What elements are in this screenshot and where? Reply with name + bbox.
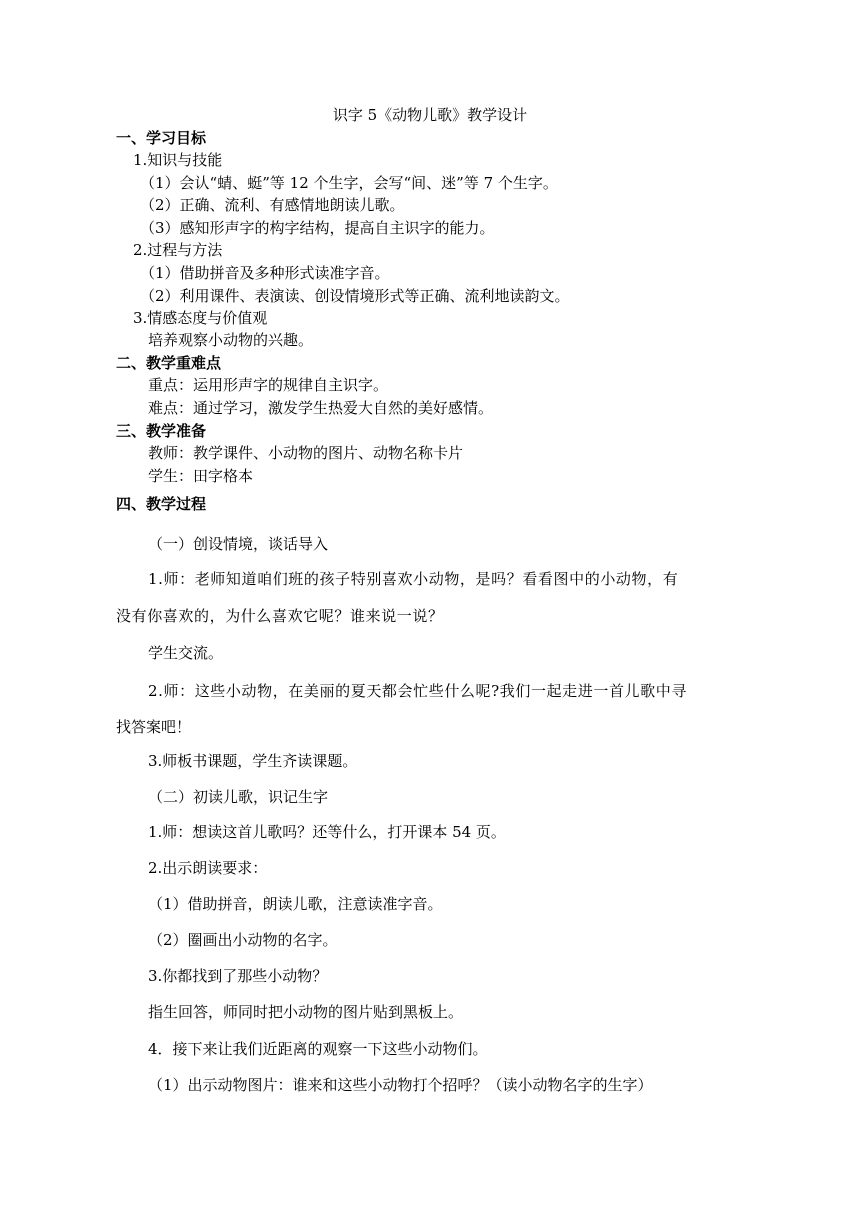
- paragraph-line: 1.师：老师知道咱们班的孩子特别喜欢小动物，是吗？看看图中的小动物，有: [148, 570, 679, 588]
- step-heading-1: （一）创设情境，谈话导入: [148, 535, 329, 553]
- paragraph-line: 指生回答，师同时把小动物的图片贴到黑板上。: [148, 1003, 464, 1021]
- knowledge-item-2: （2）正确、流利、有感情地朗读儿歌。: [140, 196, 405, 214]
- paragraph-line: 3.你都找到了那些小动物？: [148, 967, 328, 985]
- paragraph-line: （1）借助拼音，朗读儿歌，注意读准字音。: [148, 895, 443, 913]
- attitude-item-1: 培养观察小动物的兴趣。: [148, 331, 314, 349]
- paragraph-line: （1）出示动物图片：谁来和这些小动物打个招呼？（读小动物名字的生字）: [148, 1076, 653, 1094]
- section-heading-objectives: 一、学习目标: [116, 129, 207, 147]
- knowledge-item-1: （1）会认“蜻、蜓”等 12 个生字，会写“间、迷”等 7 个生字。: [140, 174, 558, 192]
- section-heading-key-points: 二、教学重难点: [116, 354, 222, 372]
- subheading-process: 2.过程与方法: [133, 241, 223, 259]
- preparation-teacher: 教师：教学课件、小动物的图片、动物名称卡片: [148, 444, 464, 462]
- paragraph-line: 学生交流。: [148, 644, 224, 662]
- knowledge-item-3: （3）感知形声字的构字结构，提高自主识字的能力。: [140, 219, 495, 237]
- paragraph-line: （2）圈画出小动物的名字。: [148, 931, 338, 949]
- step-heading-2: （二）初读儿歌，识记生字: [148, 788, 329, 806]
- process-item-1: （1）借助拼音及多种形式读准字音。: [140, 264, 390, 282]
- preparation-student: 学生：田字格本: [148, 467, 254, 485]
- section-heading-process: 四、教学过程: [116, 495, 207, 513]
- paragraph-line: 2.师：这些小动物，在美丽的夏天都会忙些什么呢?我们一起走进一首儿歌中寻: [148, 682, 687, 700]
- paragraph-line: 4．接下来让我们近距离的观察一下这些小动物们。: [148, 1040, 488, 1058]
- paragraph-line: 1.师：想读这首儿歌吗？还等什么，打开课本 54 页。: [148, 823, 506, 841]
- difficult-point: 难点：通过学习，激发学生热爱大自然的美好感情。: [148, 399, 494, 417]
- document-title: 识字 5《动物儿歌》教学设计: [332, 106, 528, 124]
- paragraph-line: 3.师板书课题，学生齐读课题。: [148, 752, 358, 770]
- section-heading-preparation: 三、教学准备: [116, 422, 207, 440]
- paragraph-line: 2.出示朗读要求：: [148, 859, 268, 877]
- key-point: 重点：运用形声字的规律自主识字。: [148, 376, 389, 394]
- paragraph-line: 找答案吧！: [116, 718, 192, 736]
- subheading-attitude: 3.情感态度与价值观: [133, 309, 268, 327]
- process-item-2: （2）利用课件、表演读、创设情境形式等正确、流利地读韵文。: [140, 287, 570, 305]
- subheading-knowledge: 1.知识与技能: [133, 151, 223, 169]
- paragraph-line: 没有你喜欢的，为什么喜欢它呢？谁来说一说？: [116, 607, 444, 625]
